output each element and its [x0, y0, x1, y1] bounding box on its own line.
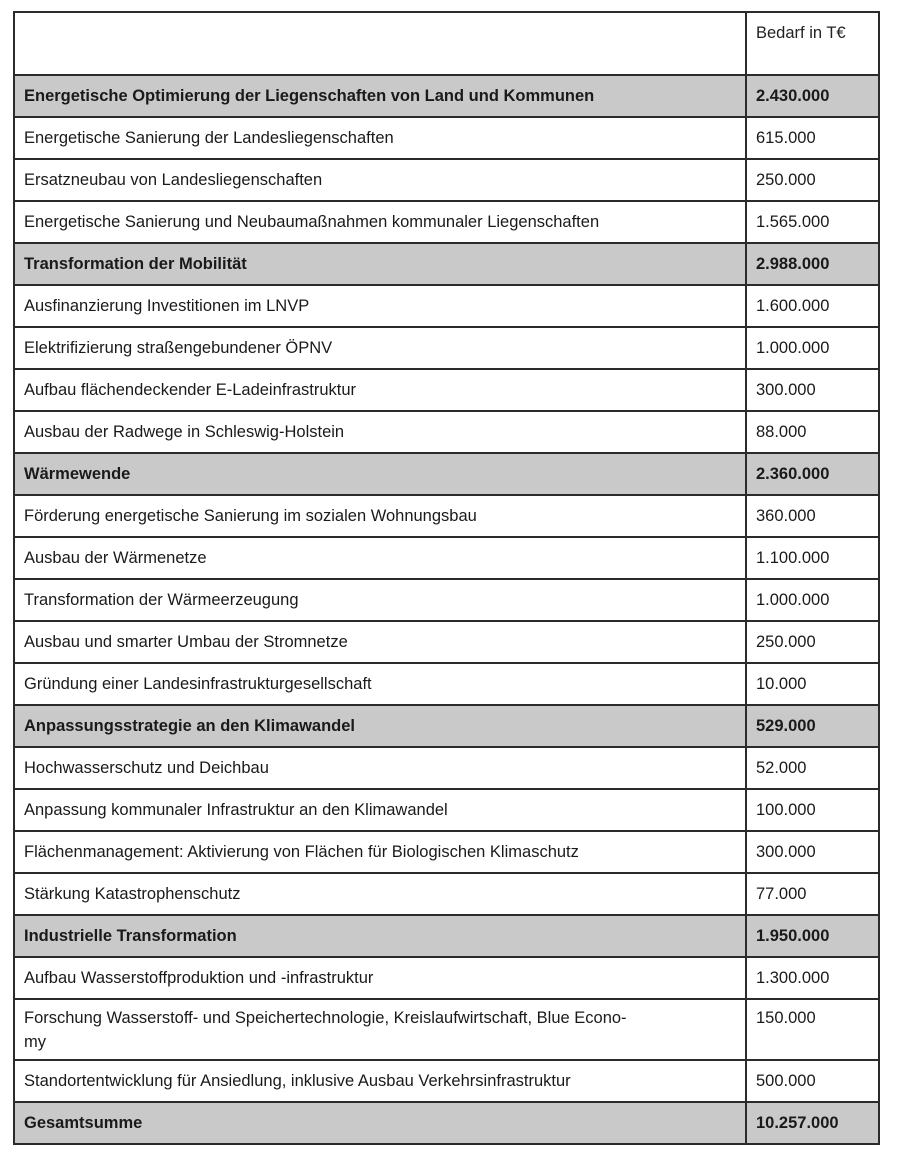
item-value: 615.000: [747, 118, 880, 160]
table-row: [15, 328, 880, 370]
table-row: [15, 286, 880, 328]
table-row: [15, 370, 880, 412]
header-label-cell: [15, 13, 747, 76]
item-label: Anpassung kommunaler Infrastruktur an den Klimawandel: [15, 790, 747, 832]
item-label: Ausbau und smarter Umbau der Stromnetze: [15, 622, 747, 664]
table-row: [15, 958, 880, 1000]
item-value: 1.100.000: [747, 538, 880, 580]
table-row: [15, 412, 880, 454]
item-label: Aufbau Wasserstoffproduktion und -infrastruktur: [15, 958, 747, 1000]
item-label: Energetische Sanierung der Landesliegenschaften: [15, 118, 747, 160]
table-row: [15, 202, 880, 244]
item-value: 300.000: [747, 832, 880, 874]
category-value: 2.988.000: [747, 244, 880, 286]
table-row: [15, 1000, 880, 1061]
total-value: 10.257.000: [747, 1103, 880, 1145]
table-row: [15, 622, 880, 664]
table-row: [15, 160, 880, 202]
item-label: Transformation der Wärmeerzeugung: [15, 580, 747, 622]
category-label: Wärmewende: [15, 454, 747, 496]
item-label: Forschung Wasserstoff- und Speichertechnologie, Kreislaufwirtschaft, Blue Econo- my: [15, 1000, 747, 1061]
category-row: [15, 454, 880, 496]
total-label: Gesamtsumme: [15, 1103, 747, 1145]
item-label: Elektrifizierung straßengebundener ÖPNV: [15, 328, 747, 370]
item-label: Flächenmanagement: Aktivierung von Flächen für Biologischen Klimaschutz: [15, 832, 747, 874]
table-row: [15, 496, 880, 538]
table-row: [15, 790, 880, 832]
item-value: 360.000: [747, 496, 880, 538]
item-value: 300.000: [747, 370, 880, 412]
table-row: [15, 748, 880, 790]
table-row: [15, 1061, 880, 1103]
table-header-row: [15, 13, 880, 76]
item-value: 77.000: [747, 874, 880, 916]
table-row: [15, 580, 880, 622]
item-label: Energetische Sanierung und Neubaumaßnahmen kommunaler Liegenschaften: [15, 202, 747, 244]
category-label: Energetische Optimierung der Liegenschaften von Land und Kommunen: [15, 76, 747, 118]
item-value: 100.000: [747, 790, 880, 832]
item-value: 150.000: [747, 1000, 880, 1061]
funding-table: [13, 11, 880, 1145]
item-value: 1.300.000: [747, 958, 880, 1000]
table-body: [15, 76, 880, 1145]
item-value: 250.000: [747, 622, 880, 664]
item-label: Förderung energetische Sanierung im sozialen Wohnungsbau: [15, 496, 747, 538]
category-row: [15, 706, 880, 748]
item-value: 1.000.000: [747, 580, 880, 622]
table-row: [15, 118, 880, 160]
item-label: Ausbau der Radwege in Schleswig-Holstein: [15, 412, 747, 454]
table-row: [15, 664, 880, 706]
item-value: 10.000: [747, 664, 880, 706]
item-label: Gründung einer Landesinfrastrukturgesellschaft: [15, 664, 747, 706]
item-label: Standortentwicklung für Ansiedlung, inklusive Ausbau Verkehrsinfrastruktur: [15, 1061, 747, 1103]
total-row: [15, 1103, 880, 1145]
item-label: Hochwasserschutz und Deichbau: [15, 748, 747, 790]
category-value: 529.000: [747, 706, 880, 748]
item-value: 1.600.000: [747, 286, 880, 328]
item-label: Ersatzneubau von Landesliegenschaften: [15, 160, 747, 202]
table-row: [15, 832, 880, 874]
item-value: 1.000.000: [747, 328, 880, 370]
item-value: 500.000: [747, 1061, 880, 1103]
category-label: Industrielle Transformation: [15, 916, 747, 958]
category-value: 1.950.000: [747, 916, 880, 958]
item-label: Ausfinanzierung Investitionen im LNVP: [15, 286, 747, 328]
table-row: [15, 538, 880, 580]
item-value: 250.000: [747, 160, 880, 202]
category-row: [15, 244, 880, 286]
item-value: 88.000: [747, 412, 880, 454]
item-value: 52.000: [747, 748, 880, 790]
category-value: 2.360.000: [747, 454, 880, 496]
item-label: Aufbau flächendeckender E-Ladeinfrastruktur: [15, 370, 747, 412]
table-row: [15, 874, 880, 916]
category-label: Anpassungsstrategie an den Klimawandel: [15, 706, 747, 748]
category-label: Transformation der Mobilität: [15, 244, 747, 286]
category-row: [15, 76, 880, 118]
category-value: 2.430.000: [747, 76, 880, 118]
header-value-cell: Bedarf in T€: [747, 13, 880, 76]
item-value: 1.565.000: [747, 202, 880, 244]
item-label: Stärkung Katastrophenschutz: [15, 874, 747, 916]
category-row: [15, 916, 880, 958]
item-label: Ausbau der Wärmenetze: [15, 538, 747, 580]
